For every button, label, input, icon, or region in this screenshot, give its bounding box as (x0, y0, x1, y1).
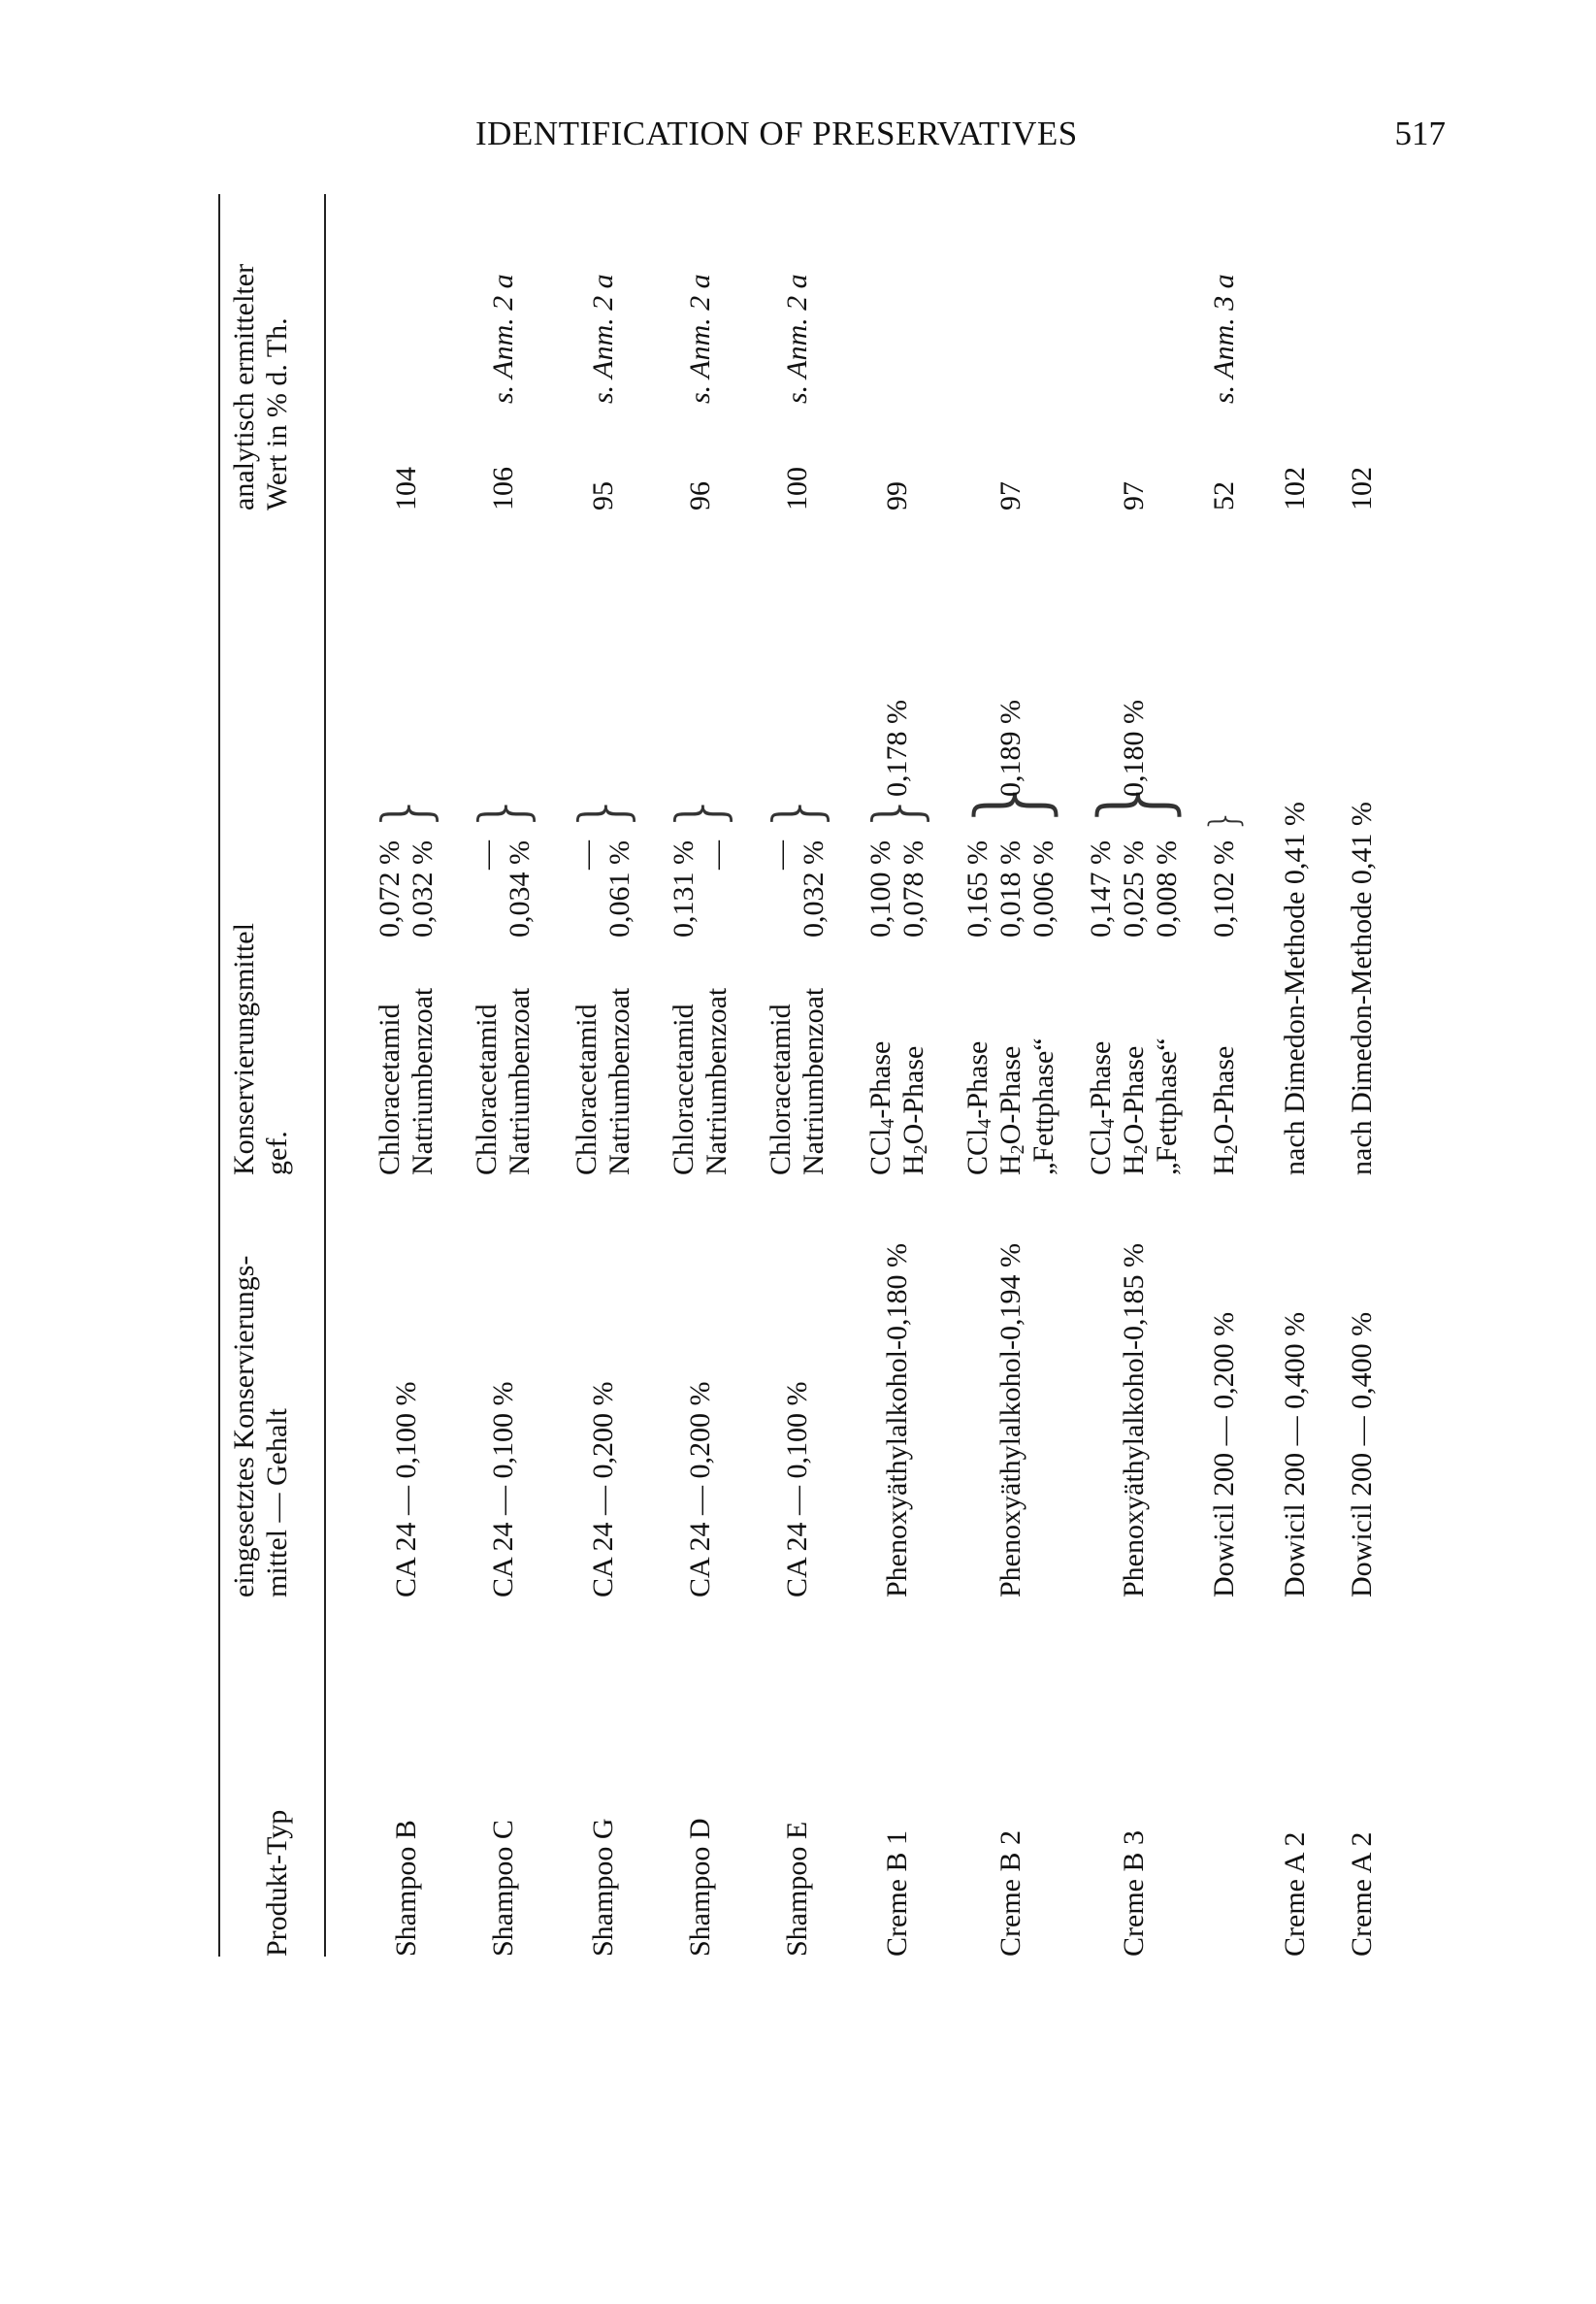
row-value: 102 (1279, 467, 1311, 510)
brace-icon: } (566, 792, 640, 833)
row-total: 0,178 % (881, 700, 913, 797)
agent-amount: 0,100 % (864, 840, 896, 938)
brace-icon: } (663, 792, 737, 833)
row-eingesetzt: CA 24 — 0,200 % (587, 1381, 619, 1597)
table-row (369, 194, 443, 1957)
agent-amount: 0,072 % (374, 840, 406, 938)
row-agents (471, 988, 537, 1175)
page-header (475, 115, 1446, 163)
brace-icon: } (466, 792, 540, 833)
row-amounts (1085, 840, 1184, 967)
row-produkt-typ: Creme B 1 (881, 1830, 913, 1957)
header-produkt-typ: Produkt-Typ (261, 1809, 293, 1957)
row-produkt-typ: Shampoo G (587, 1818, 619, 1957)
running-title: IDENTIFICATION OF PRESERVATIVES (475, 115, 1078, 152)
agent-amount: 0,032 % (798, 840, 830, 938)
table-row (860, 194, 934, 1957)
agent-name: Natriumbenzoat (407, 987, 439, 1175)
agent-name: $H_2O$-Phase (897, 1045, 931, 1175)
agent-amount: — (700, 840, 733, 870)
row-eingesetzt: Dowicil 200 — 0,400 % (1279, 1311, 1311, 1597)
row-agents (1085, 1037, 1184, 1175)
row-agents (1208, 1046, 1241, 1175)
row-note: s. Anm. 2 a (487, 274, 519, 404)
row-produkt-typ: Shampoo E (781, 1821, 813, 1957)
brace-icon: } (760, 792, 834, 833)
row-value: 97 (994, 481, 1026, 510)
row-agents (668, 988, 733, 1175)
row-total: 0,180 % (1118, 700, 1150, 797)
brace-icon: } (860, 792, 934, 833)
agent-name: nach Dimedon-Methode 0,41 % (1279, 802, 1311, 1175)
row-produkt-typ: Creme A 2 (1279, 1831, 1311, 1957)
agent-amount: 0,032 % (407, 840, 439, 938)
agent-amount: — (765, 840, 797, 870)
agent-amount: 0,165 % (961, 840, 993, 938)
agent-name: $H_2O$-Phase (1118, 1045, 1152, 1175)
brace-icon: } (957, 773, 1065, 833)
row-amounts (570, 840, 636, 967)
agent-amount: 0,147 % (1085, 840, 1117, 938)
agent-amount: 0,025 % (1118, 840, 1150, 938)
row-eingesetzt: CA 24 — 0,100 % (390, 1381, 422, 1597)
brace-icon: } (1080, 773, 1189, 833)
row-eingesetzt: Dowicil 200 — 0,200 % (1208, 1311, 1240, 1597)
agent-amount: 0,131 % (668, 840, 700, 938)
row-value: 95 (587, 481, 619, 510)
header-konservierungsmittel: Konservierungsmittel gef. (228, 923, 293, 1175)
row-amounts (471, 840, 537, 967)
agent-name: Natriumbenzoat (700, 987, 733, 1175)
agent-amount: 0,018 % (994, 840, 1026, 938)
row-value: 96 (684, 481, 716, 510)
row-produkt-typ: Shampoo C (487, 1820, 519, 1957)
agent-amount: 0,008 % (1151, 840, 1183, 938)
table-header-rule (324, 194, 326, 1957)
agent-name: Chloracetamid (471, 1004, 503, 1175)
row-value: 100 (781, 467, 813, 510)
agent-amount: 0,034 % (504, 840, 536, 938)
row-eingesetzt: CA 24 — 0,200 % (684, 1381, 716, 1597)
row-value: 97 (1118, 481, 1150, 510)
row-note: s. Anm. 3 a (1208, 274, 1240, 404)
row-amounts (765, 840, 831, 967)
agent-amount: 0,061 % (603, 840, 635, 938)
table-row (957, 194, 1065, 1957)
row-eingesetzt: Dowicil 200 — 0,400 % (1346, 1311, 1378, 1597)
row-agents (374, 988, 440, 1175)
agent-name: Natriumbenzoat (603, 987, 635, 1175)
row-agents (961, 1037, 1060, 1175)
agent-name: CCl$_4$-Phase (961, 1040, 995, 1175)
row-produkt-typ: Creme A 2 (1346, 1831, 1378, 1957)
table-row (1346, 194, 1379, 1957)
row-agents (864, 1041, 930, 1175)
table-top-rule (218, 194, 220, 1957)
agent-amount: — (570, 840, 603, 870)
agent-name: Chloracetamid (570, 1004, 603, 1175)
row-amounts (1208, 840, 1241, 967)
row-produkt-typ: Creme B 2 (994, 1830, 1026, 1957)
row-agents (1279, 802, 1312, 1175)
agent-name: Natriumbenzoat (504, 987, 536, 1175)
table-row (1202, 194, 1247, 1957)
row-eingesetzt: Phenoxyäthylalkohol-0,194 % (994, 1243, 1026, 1597)
row-agents (765, 988, 831, 1175)
agent-amount: 0,078 % (897, 840, 929, 938)
agent-name: nach Dimedon-Methode 0,41 % (1346, 802, 1378, 1175)
agent-name: Natriumbenzoat (798, 987, 830, 1175)
table-row (466, 194, 540, 1957)
row-eingesetzt: CA 24 — 0,100 % (487, 1381, 519, 1597)
row-note: s. Anm. 2 a (781, 274, 813, 404)
table-row (1279, 194, 1312, 1957)
row-value: 52 (1208, 481, 1240, 510)
preservatives-table (218, 194, 1392, 1957)
table-row (663, 194, 737, 1957)
row-amounts (668, 840, 733, 967)
brace-icon: } (369, 792, 443, 833)
row-total: 0,189 % (994, 700, 1026, 797)
row-agents (1346, 802, 1379, 1175)
table-row (760, 194, 834, 1957)
row-amounts (961, 840, 1060, 967)
row-eingesetzt: Phenoxyäthylalkohol-0,185 % (1118, 1243, 1150, 1597)
table-row (566, 194, 640, 1957)
table-row (1080, 194, 1189, 1957)
agent-name: $H_2O$-Phase (1208, 1045, 1242, 1175)
agent-amount: 0,006 % (1027, 840, 1059, 938)
agent-amount: 0,102 % (1208, 840, 1240, 938)
row-amounts (864, 840, 930, 967)
agent-name: $H_2O$-Phase (994, 1045, 1028, 1175)
row-value: 102 (1346, 467, 1378, 510)
row-value: 104 (390, 467, 422, 510)
row-note: s. Anm. 2 a (587, 274, 619, 404)
row-value: 106 (487, 467, 519, 510)
agent-name: CCl$_4$-Phase (864, 1040, 898, 1175)
agent-name: CCl$_4$-Phase (1085, 1040, 1119, 1175)
header-eingesetztes-mittel: eingesetztes Konservierungs- mittel — Gehalt (228, 1255, 293, 1597)
agent-name: Chloracetamid (374, 1004, 406, 1175)
row-eingesetzt: Phenoxyäthylalkohol-0,180 % (881, 1243, 913, 1597)
row-value: 99 (881, 481, 913, 510)
header-analytisch-ermittelt: analytisch ermittelter Wert in % d. Th. (228, 263, 293, 510)
page-number: 517 (1394, 115, 1446, 152)
brace-icon: } (1202, 807, 1247, 833)
row-agents (570, 988, 636, 1175)
row-note: s. Anm. 2 a (684, 274, 716, 404)
row-produkt-typ: Creme B 3 (1118, 1830, 1150, 1957)
agent-amount: — (471, 840, 503, 870)
row-produkt-typ: Shampoo B (390, 1820, 422, 1957)
row-eingesetzt: CA 24 — 0,100 % (781, 1381, 813, 1597)
row-amounts (374, 840, 440, 967)
agent-name: „Fettphase“ (1027, 1037, 1059, 1175)
agent-name: „Fettphase“ (1151, 1037, 1183, 1175)
agent-name: Chloracetamid (765, 1004, 797, 1175)
agent-name: Chloracetamid (668, 1004, 700, 1175)
row-produkt-typ: Shampoo D (684, 1818, 716, 1957)
